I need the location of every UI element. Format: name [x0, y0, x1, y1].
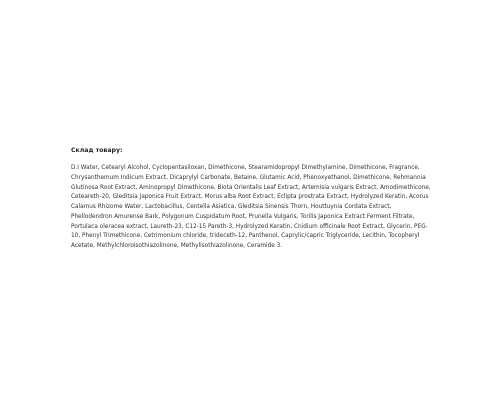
composition-section: [71, 147, 433, 252]
composition-heading: Склад товару:: [71, 147, 123, 154]
ingredients-text: D.I Water, Cetearyl Alcohol, Cyclopentasiloxan, Dimethicone, Stearamidopropyl Dimethylamine, Dimethicone, Fragrance, Chrysanthemum Indicum Extract, Dicaprylyl Carbonate, Betaine, Glutamic Acid, Phenoxyethanol, Dimethicone, Rehmannia Glutinosa Root Extract, Aminopropyl Dimethicone, Biota Orientalis Leaf Extract, Artemisia vulgaris Extract, Amodimethicone, Ceteareth-20, Gleditsia Japonica Fruit Extract, Morus alba Root Extract, Eclipta prostrata Extract, Hydrolyzed Keratin, Acorus Calamus Rhizome Water, Lactobacillus, Centella Asiatica, Gleditsia Sinensis Thorn, Houttuynia Cordata Extract, Phellodendron Amurense Bark, Polygonum Cuspidatum Root, Prunella Vulgaris, Torilis Japonica Extract Ferment Filtrate, Portulaca oleracea extract, Laureth-23, C12-15 Pareth-3, Hydrolyzed Keratin, Cnidium officinale Root Extract, Glycerin, PEG-10, Phenyl Trimethicone, Cetrimonium chloride, trideceth-12, Panthenol, Caprylic/capric Triglyceride, Lecithin, Tocopheryl Acetate, Methylchloroisothiazolinone, Methylisothiazolinone, Ceramide 3.: [71, 165, 431, 249]
